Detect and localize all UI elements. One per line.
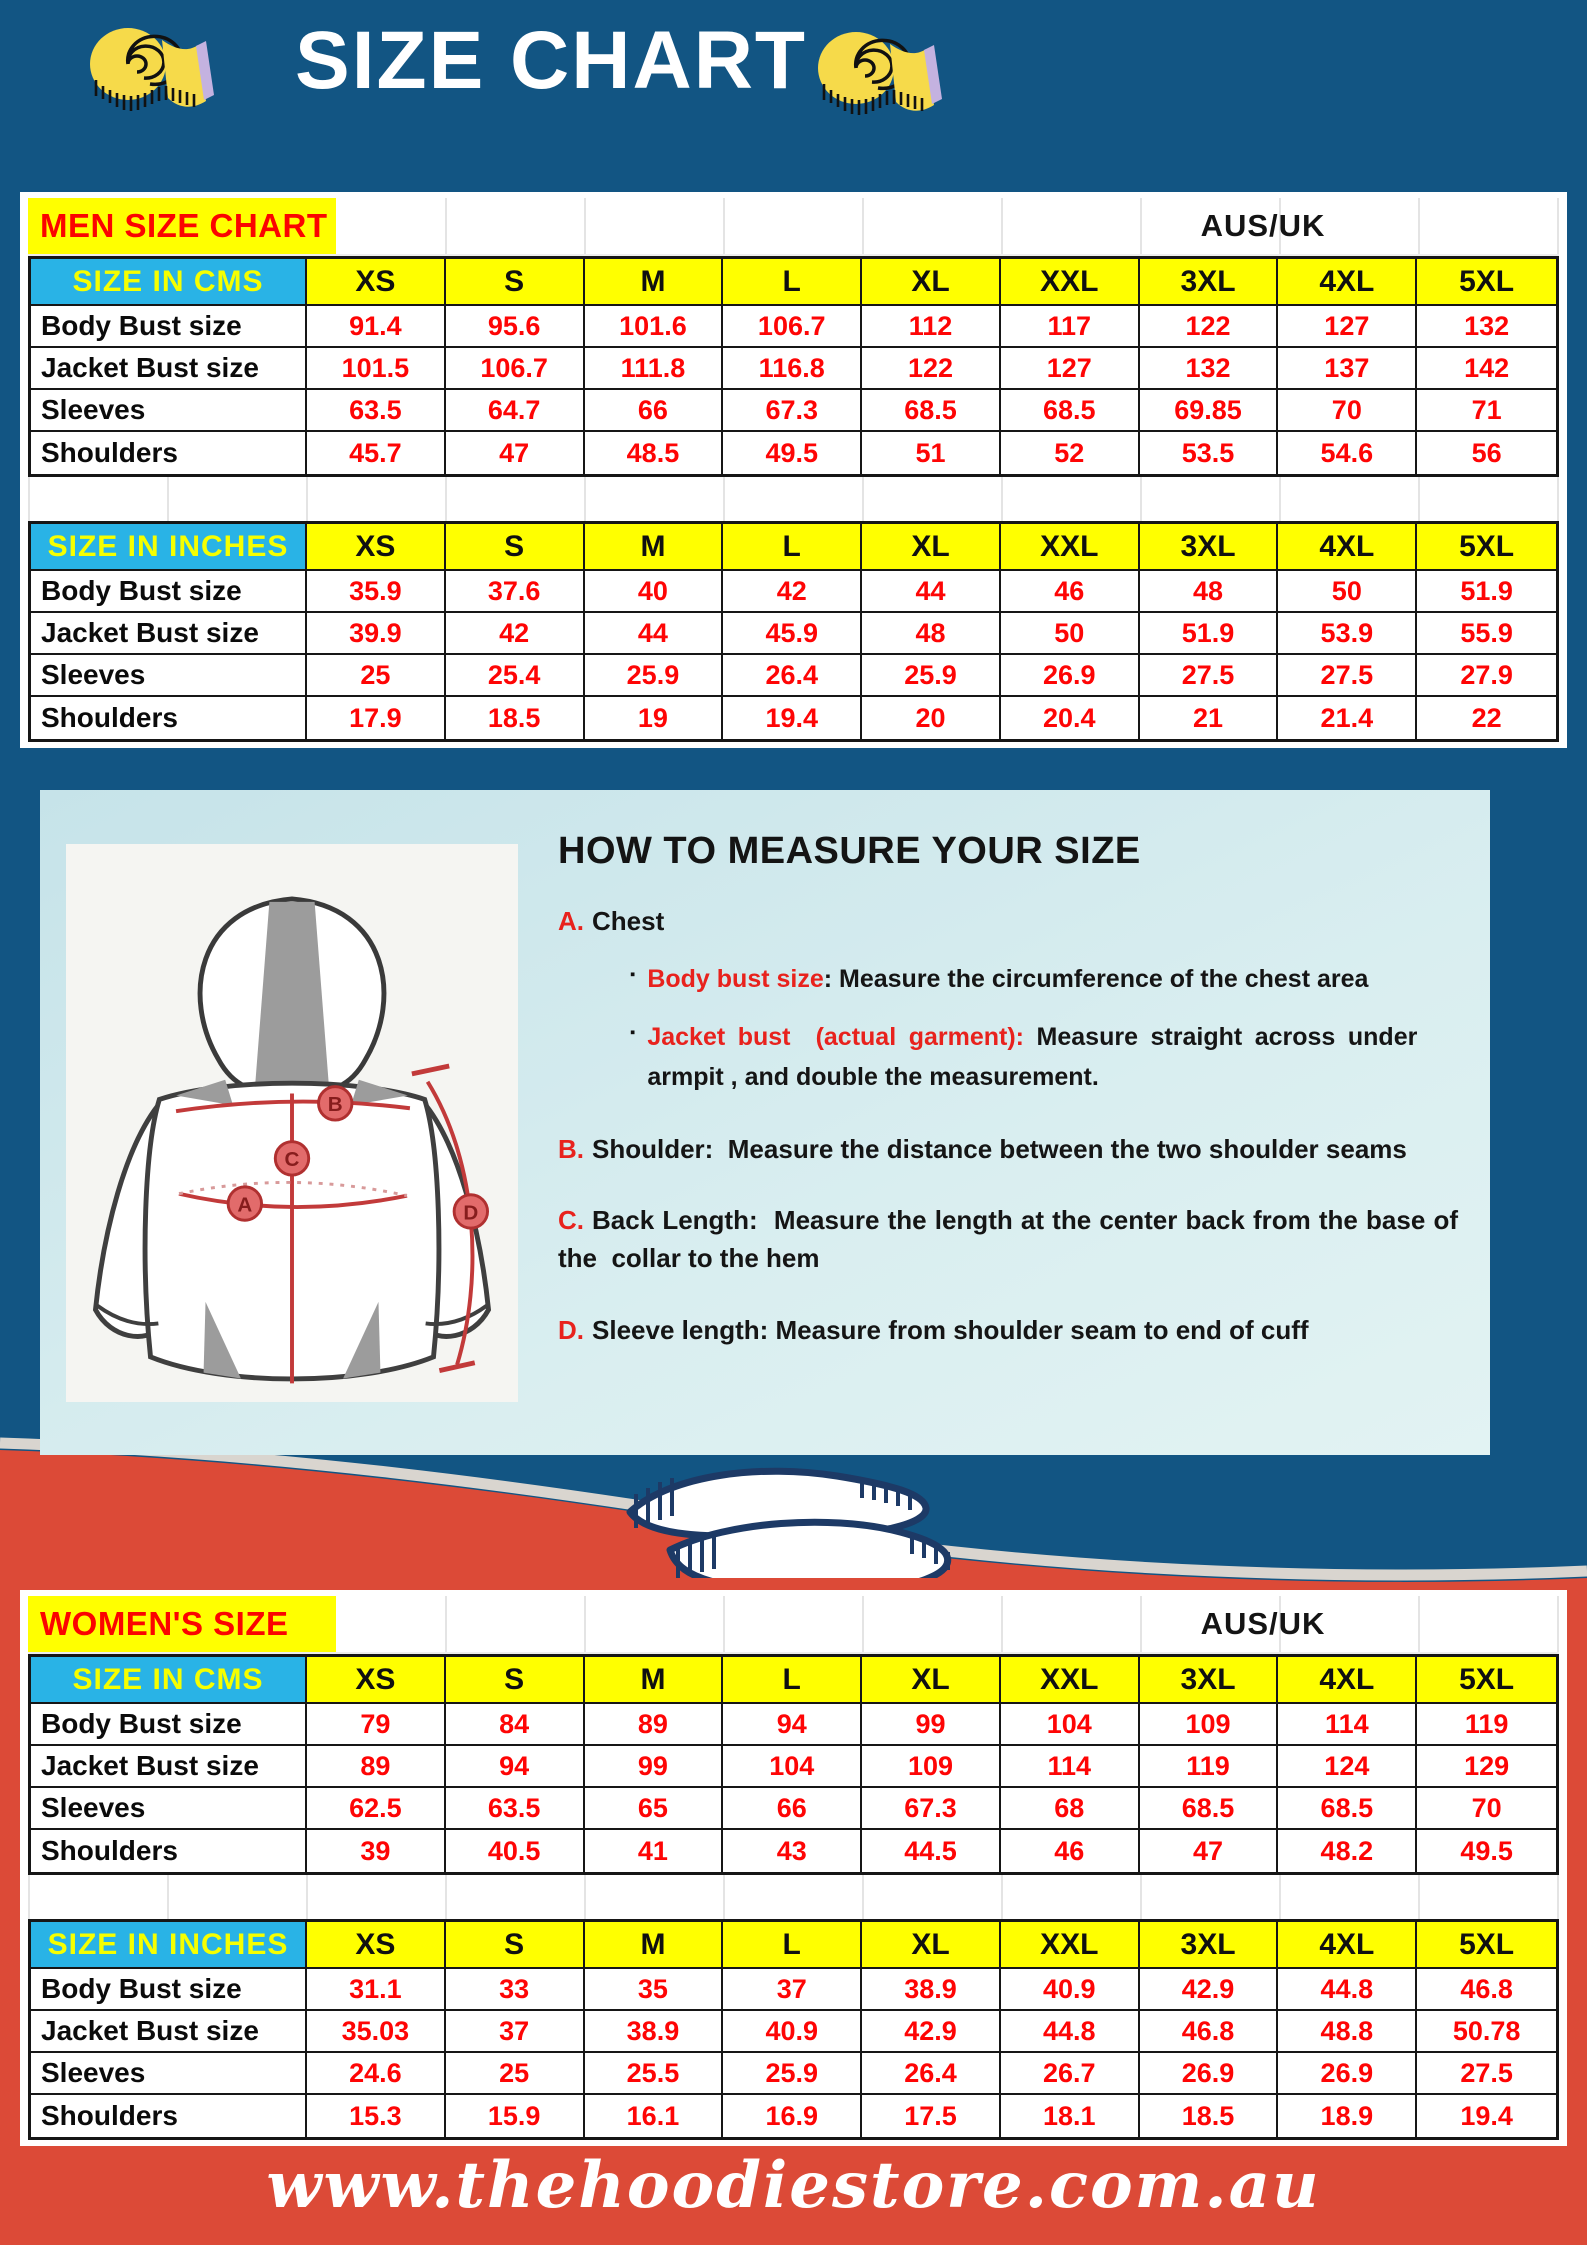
measuring-tape-icon — [812, 24, 954, 126]
size-value-cell: 39.9 — [307, 613, 446, 655]
size-value-cell: 45.7 — [307, 432, 446, 474]
back-length-badge — [275, 1142, 308, 1175]
size-value-cell: 26.9 — [1278, 2053, 1417, 2095]
size-value-cell: 42.9 — [1140, 1969, 1279, 2011]
size-value-cell: 55.9 — [1417, 613, 1556, 655]
size-header-row — [31, 1922, 1556, 1969]
women-size-table — [20, 1590, 1567, 2146]
size-value-cell: 94 — [446, 1746, 585, 1788]
size-value-cell: 84 — [446, 1704, 585, 1746]
size-value-cell: 40 — [585, 571, 724, 613]
measurement-row-label: Shoulders — [31, 432, 307, 474]
size-value-cell: 42.9 — [862, 2011, 1001, 2053]
svg-text:D: D — [463, 1201, 479, 1225]
size-value-cell: 127 — [1278, 306, 1417, 348]
size-column-header: 4XL — [1278, 1657, 1417, 1704]
size-value-cell: 50 — [1278, 571, 1417, 613]
size-table-title: MEN SIZE CHART — [28, 198, 336, 254]
size-column-header: XL — [862, 1922, 1001, 1969]
size-value-cell: 38.9 — [862, 1969, 1001, 2011]
size-value-cell: 26.4 — [723, 655, 862, 697]
size-value-cell: 31.1 — [307, 1969, 446, 2011]
howto-title: HOW TO MEASURE YOUR SIZE — [558, 830, 1141, 872]
size-value-cell: 66 — [585, 390, 724, 432]
size-value-cell: 20.4 — [1001, 697, 1140, 739]
size-column-header: XL — [862, 524, 1001, 571]
size-value-cell: 129 — [1417, 1746, 1556, 1788]
size-value-cell: 17.5 — [862, 2095, 1001, 2137]
measurement-row-label: Jacket Bust size — [31, 348, 307, 390]
size-column-header: 3XL — [1140, 1657, 1279, 1704]
size-value-cell: 104 — [723, 1746, 862, 1788]
size-value-cell: 104 — [1001, 1704, 1140, 1746]
size-value-cell: 35.03 — [307, 2011, 446, 2053]
size-value-cell: 63.5 — [307, 390, 446, 432]
unit-header-cell: SIZE IN INCHES — [31, 524, 307, 571]
size-value-cell: 67.3 — [862, 1788, 1001, 1830]
size-column-header: XS — [307, 1657, 446, 1704]
size-value-cell: 68.5 — [1278, 1788, 1417, 1830]
size-table-section — [28, 1919, 1559, 2140]
size-value-cell: 16.9 — [723, 2095, 862, 2137]
size-value-cell: 45.9 — [723, 613, 862, 655]
size-value-cell: 109 — [862, 1746, 1001, 1788]
size-value-cell: 47 — [1140, 1830, 1279, 1872]
measurement-row-label: Jacket Bust size — [31, 2011, 307, 2053]
size-value-cell: 69.85 — [1140, 390, 1279, 432]
size-value-cell: 89 — [307, 1746, 446, 1788]
size-value-cell: 89 — [585, 1704, 724, 1746]
size-value-cell: 51.9 — [1140, 613, 1279, 655]
size-value-cell: 38.9 — [585, 2011, 724, 2053]
size-value-cell: 44 — [862, 571, 1001, 613]
size-column-header: L — [723, 1922, 862, 1969]
size-column-header: XL — [862, 259, 1001, 306]
measurement-row-label: Shoulders — [31, 697, 307, 739]
size-value-cell: 44.8 — [1001, 2011, 1140, 2053]
size-value-cell: 15.3 — [307, 2095, 446, 2137]
size-column-header: XXL — [1001, 1657, 1140, 1704]
size-column-header: S — [446, 259, 585, 306]
size-value-cell: 137 — [1278, 348, 1417, 390]
size-value-cell: 54.6 — [1278, 432, 1417, 474]
size-value-cell: 25 — [446, 2053, 585, 2095]
size-column-header: XL — [862, 1657, 1001, 1704]
sleeve-badge — [454, 1195, 487, 1228]
size-value-cell: 44.5 — [862, 1830, 1001, 1872]
size-value-cell: 119 — [1417, 1704, 1556, 1746]
size-value-cell: 16.1 — [585, 2095, 724, 2137]
size-value-cell: 99 — [862, 1704, 1001, 1746]
size-value-cell: 27.9 — [1417, 655, 1556, 697]
howto-item-chest: A. Chest — [558, 906, 665, 936]
measurement-row-label: Body Bust size — [31, 306, 307, 348]
size-value-cell: 67.3 — [723, 390, 862, 432]
unit-header-cell: SIZE IN CMS — [31, 1657, 307, 1704]
men-size-table — [20, 192, 1567, 748]
size-value-cell: 24.6 — [307, 2053, 446, 2095]
size-value-cell: 50 — [1001, 613, 1140, 655]
size-column-header: M — [585, 524, 724, 571]
size-value-cell: 142 — [1417, 348, 1556, 390]
size-column-header: S — [446, 1657, 585, 1704]
size-column-header: XS — [307, 259, 446, 306]
measurement-row — [31, 390, 1556, 432]
size-value-cell: 26.9 — [1140, 2053, 1279, 2095]
size-value-cell: 40.9 — [723, 2011, 862, 2053]
size-value-cell: 25.5 — [585, 2053, 724, 2095]
size-value-cell: 27.5 — [1417, 2053, 1556, 2095]
size-value-cell: 26.7 — [1001, 2053, 1140, 2095]
size-column-header: XS — [307, 1922, 446, 1969]
size-value-cell: 49.5 — [1417, 1830, 1556, 1872]
how-to-measure-panel — [40, 790, 1490, 1455]
bullet-square-icon: ▪ — [630, 1023, 636, 1041]
size-value-cell: 46.8 — [1417, 1969, 1556, 2011]
size-value-cell: 47 — [446, 432, 585, 474]
website-url: www.thehoodiestore.com.au — [266, 2148, 1321, 2223]
size-column-header: XXL — [1001, 259, 1140, 306]
size-value-cell: 101.5 — [307, 348, 446, 390]
size-value-cell: 114 — [1001, 1746, 1140, 1788]
size-column-header: 4XL — [1278, 1922, 1417, 1969]
size-value-cell: 42 — [723, 571, 862, 613]
size-value-cell: 15.9 — [446, 2095, 585, 2137]
size-value-cell: 53.5 — [1140, 432, 1279, 474]
size-value-cell: 33 — [446, 1969, 585, 2011]
size-value-cell: 116.8 — [723, 348, 862, 390]
size-value-cell: 62.5 — [307, 1788, 446, 1830]
size-value-cell: 70 — [1278, 390, 1417, 432]
size-column-header: S — [446, 1922, 585, 1969]
size-value-cell: 127 — [1001, 348, 1140, 390]
size-value-cell: 19.4 — [1417, 2095, 1556, 2137]
howto-item-shoulder: B. Shoulder: Measure the distance between the two shoulder seams — [558, 1133, 1407, 1164]
size-value-cell: 44 — [585, 613, 724, 655]
page-title: SIZE CHART — [295, 15, 807, 106]
grid-gap-row — [28, 1875, 1559, 1919]
size-value-cell: 112 — [862, 306, 1001, 348]
size-value-cell: 18.9 — [1278, 2095, 1417, 2137]
size-value-cell: 18.5 — [446, 697, 585, 739]
size-value-cell: 101.6 — [585, 306, 724, 348]
size-value-cell: 91.4 — [307, 306, 446, 348]
size-value-cell: 51.9 — [1417, 571, 1556, 613]
grid-gap-row — [28, 477, 1559, 521]
measurement-row-label: Jacket Bust size — [31, 613, 307, 655]
size-value-cell: 48.5 — [585, 432, 724, 474]
size-value-cell: 48 — [1140, 571, 1279, 613]
size-value-cell: 26.9 — [1001, 655, 1140, 697]
howto-bullet-jacket-bust: ▪ Jacket bust (actual garment): Measure straight across under armpit , and double the measurement. — [630, 1017, 1464, 1097]
size-value-cell: 99 — [585, 1746, 724, 1788]
size-value-cell: 19.4 — [723, 697, 862, 739]
size-value-cell: 132 — [1417, 306, 1556, 348]
size-value-cell: 49.5 — [723, 432, 862, 474]
size-value-cell: 35 — [585, 1969, 724, 2011]
bullet-square-icon: ▪ — [630, 965, 636, 983]
size-value-cell: 43 — [723, 1830, 862, 1872]
size-value-cell: 65 — [585, 1788, 724, 1830]
size-value-cell: 68.5 — [1001, 390, 1140, 432]
aus-uk-label: AUS/UK — [1200, 1606, 1326, 1641]
size-value-cell: 56 — [1417, 432, 1556, 474]
measurement-row-label: Sleeves — [31, 655, 307, 697]
size-value-cell: 52 — [1001, 432, 1140, 474]
size-value-cell: 39 — [307, 1830, 446, 1872]
svg-text:B: B — [327, 1093, 343, 1117]
size-table-section — [28, 521, 1559, 742]
size-value-cell: 122 — [1140, 306, 1279, 348]
size-table-title: WOMEN'S SIZE — [28, 1596, 336, 1652]
size-value-cell: 68.5 — [862, 390, 1001, 432]
size-column-header: 5XL — [1417, 524, 1556, 571]
size-value-cell: 70 — [1417, 1788, 1556, 1830]
size-column-header: 3XL — [1140, 259, 1279, 306]
size-value-cell: 132 — [1140, 348, 1279, 390]
size-column-header: M — [585, 259, 724, 306]
size-value-cell: 114 — [1278, 1704, 1417, 1746]
size-value-cell: 21.4 — [1278, 697, 1417, 739]
measurement-row — [31, 697, 1556, 739]
size-value-cell: 27.5 — [1140, 655, 1279, 697]
measurement-row-label: Body Bust size — [31, 1969, 307, 2011]
size-value-cell: 111.8 — [585, 348, 724, 390]
size-value-cell: 46 — [1001, 1830, 1140, 1872]
svg-text:C: C — [284, 1148, 300, 1172]
measurement-row — [31, 1830, 1556, 1872]
size-column-header: S — [446, 524, 585, 571]
jacket-measure-diagram — [66, 844, 518, 1402]
size-table-section — [28, 1654, 1559, 1875]
size-column-header: L — [723, 1657, 862, 1704]
measurement-row-label: Sleeves — [31, 390, 307, 432]
size-column-header: 5XL — [1417, 1922, 1556, 1969]
size-column-header: XS — [307, 524, 446, 571]
measurement-row — [31, 2095, 1556, 2137]
size-column-header: L — [723, 259, 862, 306]
size-value-cell: 25.9 — [723, 2053, 862, 2095]
size-value-cell: 19 — [585, 697, 724, 739]
measurement-row — [31, 571, 1556, 613]
size-value-cell: 21 — [1140, 697, 1279, 739]
size-value-cell: 64.7 — [446, 390, 585, 432]
measurement-row-label: Body Bust size — [31, 1704, 307, 1746]
size-value-cell: 17.9 — [307, 697, 446, 739]
size-column-header: XXL — [1001, 524, 1140, 571]
size-column-header: 4XL — [1278, 259, 1417, 306]
measurement-row — [31, 1788, 1556, 1830]
size-column-header: 3XL — [1140, 524, 1279, 571]
measurement-row-label: Shoulders — [31, 1830, 307, 1872]
size-value-cell: 48.2 — [1278, 1830, 1417, 1872]
size-value-cell: 68 — [1001, 1788, 1140, 1830]
table-top-row — [28, 1596, 1559, 1654]
howto-bullet-body-bust: ▪ Body bust size: Measure the circumference of the chest area — [630, 959, 1464, 999]
unit-header-cell: SIZE IN CMS — [31, 259, 307, 306]
howto-item-back-length: C. Back Length: Measure the length at the center back from the base of the collar to the hem — [558, 1205, 1466, 1274]
size-value-cell: 94 — [723, 1704, 862, 1746]
measurement-row-label: Sleeves — [31, 2053, 307, 2095]
size-column-header: XXL — [1001, 1922, 1140, 1969]
size-value-cell: 117 — [1001, 306, 1140, 348]
measurement-row — [31, 1746, 1556, 1788]
size-header-row — [31, 524, 1556, 571]
size-value-cell: 119 — [1140, 1746, 1279, 1788]
table-top-row — [28, 198, 1559, 256]
measurement-row — [31, 432, 1556, 474]
size-table-section — [28, 256, 1559, 477]
size-value-cell: 18.5 — [1140, 2095, 1279, 2137]
size-column-header: M — [585, 1922, 724, 1969]
measuring-tape-icon — [612, 1452, 962, 1578]
measurement-row — [31, 1969, 1556, 2011]
measurement-row — [31, 306, 1556, 348]
size-value-cell: 46 — [1001, 571, 1140, 613]
measurement-row — [31, 348, 1556, 390]
unit-header-cell: SIZE IN INCHES — [31, 1922, 307, 1969]
size-value-cell: 46.8 — [1140, 2011, 1279, 2053]
size-value-cell: 63.5 — [446, 1788, 585, 1830]
size-value-cell: 25.4 — [446, 655, 585, 697]
measuring-tape-icon — [84, 20, 226, 122]
size-value-cell: 20 — [862, 697, 1001, 739]
measurement-row-label: Sleeves — [31, 1788, 307, 1830]
size-value-cell: 26.4 — [862, 2053, 1001, 2095]
aus-uk-label: AUS/UK — [1200, 208, 1326, 243]
measurement-row — [31, 1704, 1556, 1746]
measurement-row — [31, 2053, 1556, 2095]
size-value-cell: 35.9 — [307, 571, 446, 613]
size-value-cell: 18.1 — [1001, 2095, 1140, 2137]
measurement-row — [31, 2011, 1556, 2053]
measurement-row-label: Jacket Bust size — [31, 1746, 307, 1788]
size-value-cell: 68.5 — [1140, 1788, 1279, 1830]
chest-badge — [228, 1187, 261, 1220]
svg-text:A: A — [237, 1193, 253, 1217]
measurement-row — [31, 613, 1556, 655]
size-value-cell: 37.6 — [446, 571, 585, 613]
size-value-cell: 42 — [446, 613, 585, 655]
measurement-row-label: Body Bust size — [31, 571, 307, 613]
measurement-row — [31, 655, 1556, 697]
size-value-cell: 124 — [1278, 1746, 1417, 1788]
size-value-cell: 66 — [723, 1788, 862, 1830]
size-value-cell: 25.9 — [585, 655, 724, 697]
size-value-cell: 109 — [1140, 1704, 1279, 1746]
size-value-cell: 40.5 — [446, 1830, 585, 1872]
size-value-cell: 106.7 — [723, 306, 862, 348]
size-column-header: 4XL — [1278, 524, 1417, 571]
size-value-cell: 25 — [307, 655, 446, 697]
howto-item-sleeve-length: D. Sleeve length: Measure from shoulder seam to end of cuff — [558, 1314, 1309, 1345]
size-column-header: 5XL — [1417, 1657, 1556, 1704]
size-value-cell: 27.5 — [1278, 655, 1417, 697]
size-column-header: 5XL — [1417, 259, 1556, 306]
size-value-cell: 79 — [307, 1704, 446, 1746]
size-value-cell: 48 — [862, 613, 1001, 655]
size-value-cell: 51 — [862, 432, 1001, 474]
size-value-cell: 37 — [723, 1969, 862, 2011]
size-header-row — [31, 259, 1556, 306]
size-value-cell: 122 — [862, 348, 1001, 390]
size-value-cell: 48.8 — [1278, 2011, 1417, 2053]
size-value-cell: 41 — [585, 1830, 724, 1872]
size-value-cell: 22 — [1417, 697, 1556, 739]
size-value-cell: 95.6 — [446, 306, 585, 348]
size-value-cell: 44.8 — [1278, 1969, 1417, 2011]
size-value-cell: 106.7 — [446, 348, 585, 390]
size-header-row — [31, 1657, 1556, 1704]
size-value-cell: 50.78 — [1417, 2011, 1556, 2053]
size-column-header: M — [585, 1657, 724, 1704]
size-value-cell: 71 — [1417, 390, 1556, 432]
size-value-cell: 53.9 — [1278, 613, 1417, 655]
shoulder-badge — [319, 1087, 352, 1120]
size-value-cell: 40.9 — [1001, 1969, 1140, 2011]
size-value-cell: 25.9 — [862, 655, 1001, 697]
measurement-row-label: Shoulders — [31, 2095, 307, 2137]
size-value-cell: 37 — [446, 2011, 585, 2053]
size-column-header: 3XL — [1140, 1922, 1279, 1969]
size-column-header: L — [723, 524, 862, 571]
